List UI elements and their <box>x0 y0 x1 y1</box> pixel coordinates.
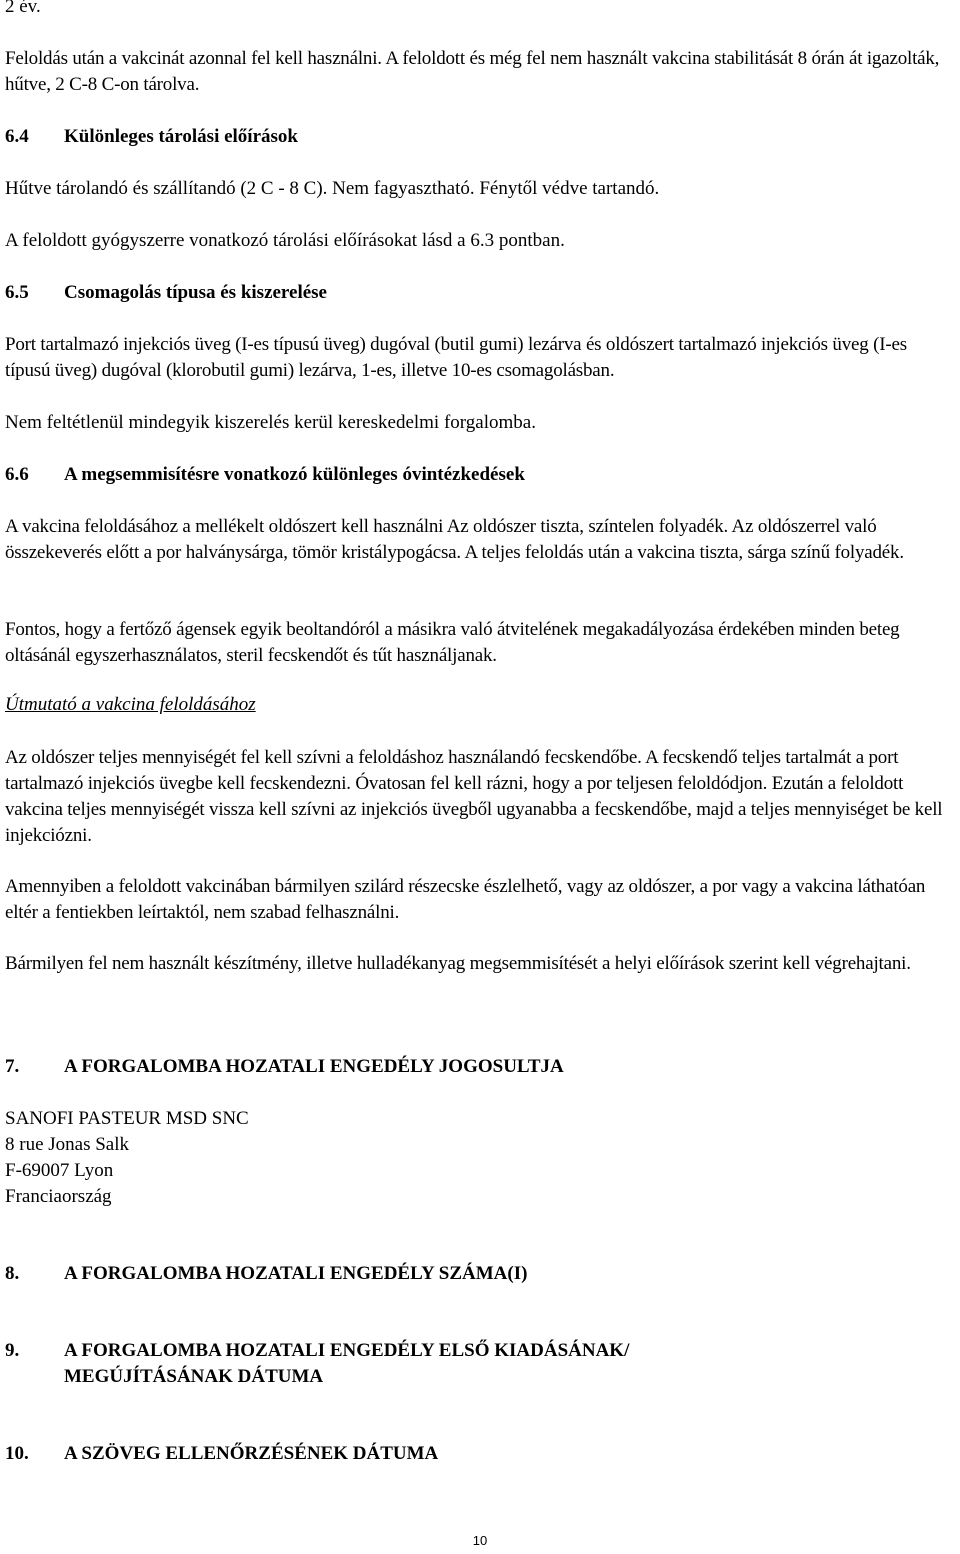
section-10-heading <box>5 1441 955 1467</box>
section-6-6-paragraph-4: Amennyiben a feloldott vakcinában bármilyen szilárd részecske észlelhető, vagy az oldószer, a por vagy a vakcina láthatóan eltér a fentiekben leírtaktól, nem szabad felhasználni. <box>5 876 926 923</box>
section-6-5-paragraph-1: Port tartalmazó injekciós üveg (I-es típusú üveg) dugóval (butil gumi) lezárva és oldószert tartalmazó injekciós üveg (I-es típusú üveg) dugóval (klorobutil gumi) lezárva, 1-es, illetve 10-es csomagolásban. <box>5 334 907 381</box>
section-title: A FORGALOMBA HOZATALI ENGEDÉLY JOGOSULTJA <box>64 1056 564 1077</box>
section-8-heading <box>5 1261 955 1287</box>
section-number: 6.4 <box>5 126 29 147</box>
mah-address <box>5 1106 955 1210</box>
section-title: A FORGALOMBA HOZATALI ENGEDÉLY SZÁMA(I) <box>64 1263 528 1284</box>
section-title-line-1: A FORGALOMBA HOZATALI ENGEDÉLY ELSŐ KIADÁSÁNAK/ <box>64 1340 630 1361</box>
section-6-5-heading <box>5 280 955 306</box>
top-fragment: 2 év. <box>5 0 41 17</box>
section-6-4-paragraph-2: A feloldott gyógyszerre vonatkozó tárolási előírásokat lásd a 6.3 pontban. <box>5 230 565 251</box>
address-line: 8 rue Jonas Salk <box>5 1134 130 1155</box>
section-title: A SZÖVEG ELLENŐRZÉSÉNEK DÁTUMA <box>64 1443 439 1464</box>
section-6-5-paragraph-2: Nem feltétlenül mindegyik kiszerelés kerül kereskedelmi forgalomba. <box>5 412 536 433</box>
section-7-heading <box>5 1054 955 1080</box>
section-9-heading <box>5 1338 955 1390</box>
section-number: 6.6 <box>5 464 29 485</box>
section-6-4-paragraph-1: Hűtve tárolandó és szállítandó (2 C - 8 C). Nem fagyasztható. Fénytől védve tartandó. <box>5 178 660 199</box>
address-line: Franciaország <box>5 1186 112 1207</box>
section-number: 6.5 <box>5 282 29 303</box>
section-number: 9. <box>5 1340 20 1361</box>
section-title: Különleges tárolási előírások <box>64 126 298 147</box>
section-6-4-heading <box>5 124 955 150</box>
section-6-6-paragraph-2: Fontos, hogy a fertőző ágensek egyik beoltandóról a másikra való átvitelének megakadályozása érdekében minden beteg oltásánál egyszerhasználatos, steril fecskendőt és tűt használjanak. <box>5 619 900 666</box>
address-line: SANOFI PASTEUR MSD SNC <box>5 1108 249 1129</box>
section-number: 7. <box>5 1056 20 1077</box>
address-line: F-69007 Lyon <box>5 1160 114 1181</box>
section-title: A megsemmisítésre vonatkozó különleges óvintézkedések <box>64 464 525 485</box>
page-number: 10 <box>472 1533 488 1548</box>
reconstitution-guide-subheading: Útmutató a vakcina feloldásához <box>5 694 256 715</box>
section-6-6-paragraph-3: Az oldószer teljes mennyiségét fel kell szívni a feloldáshoz használandó fecskendőbe. A fecskendő teljes tartalmát a port tartalmazó injekciós üvegbe kell fecskendezni. Óvatosan fel kell rázni, hogy a por teljesen feloldódjon. Ezután a feloldott vakcina teljes mennyiségét vissza kell szívni az injekciós üvegből ugyanabba a fecskendőbe, majd a teljes mennyiséget be kell injekciózni. <box>5 747 943 846</box>
reconstitution-paragraph: Feloldás után a vakcinát azonnal fel kell használni. A feloldott és még fel nem használt vakcina stabilitását 8 órán át igazolták, hűtve, 2 C-8 C-on tárolva. <box>5 48 940 95</box>
section-6-6-heading <box>5 462 955 488</box>
section-6-6-paragraph-1: A vakcina feloldásához a mellékelt oldószert kell használni Az oldószer tiszta, színtelen folyadék. Az oldószerrel való összekeverés előtt a por halványsárga, tömör kristálypogácsa. A teljes feloldás után a vakcina tiszta, sárga színű folyadék. <box>5 516 904 563</box>
section-title-line-2: MEGÚJÍTÁSÁNAK DÁTUMA <box>64 1366 324 1387</box>
section-number: 8. <box>5 1263 20 1284</box>
section-title: Csomagolás típusa és kiszerelése <box>64 282 327 303</box>
section-6-6-paragraph-5: Bármilyen fel nem használt készítmény, illetve hulladékanyag megsemmisítését a helyi előírások szerint kell végrehajtani. <box>5 953 911 974</box>
section-number: 10. <box>5 1443 29 1464</box>
